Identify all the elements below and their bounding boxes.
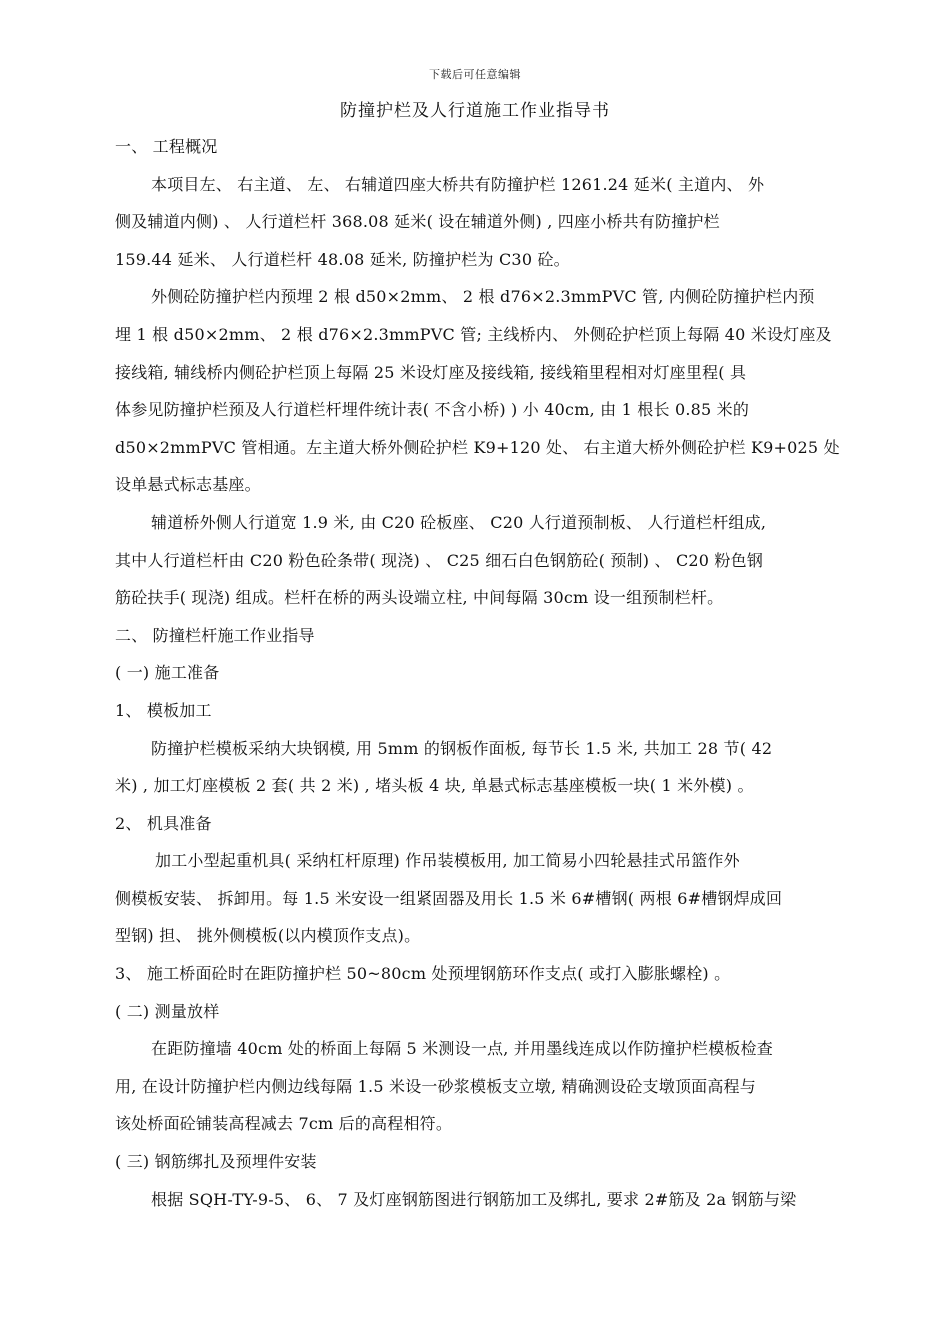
- paragraph-line: d50×2mmPVC 管相通。左主道大桥外侧砼护栏 K9+120 处、 右主道大桥外侧砼护栏 K9+025 处: [115, 437, 840, 457]
- paragraph-line: 设单悬式标志基座。: [115, 475, 261, 495]
- paragraph-line: 防撞护栏模板采纳大块钢模, 用 5mm 的钢板作面板, 每节长 1.5 米, 共加工 28 节( 42: [151, 738, 773, 758]
- header-note: 下载后可任意编辑: [429, 68, 521, 81]
- document-title: 防撞护栏及人行道施工作业指导书: [340, 101, 610, 121]
- section-heading: 二、 防撞栏杆施工作业指导: [115, 625, 315, 645]
- subsection-heading: ( 三) 钢筋绑扎及预埋件安装: [115, 1152, 317, 1172]
- item-heading: 3、 施工桥面砼时在距防撞护栏 50~80cm 处预埋钢筋环作支点( 或打入膨胀螺栓) 。: [115, 964, 731, 984]
- paragraph-line: 该处桥面砼铺装高程减去 7cm 后的高程相符。: [115, 1114, 453, 1134]
- paragraph-line: 159.44 延米、 人行道栏杆 48.08 延米, 防撞护栏为 C30 砼。: [115, 249, 570, 269]
- section-heading: 一、 工程概况: [115, 137, 218, 156]
- paragraph-line: 接线箱, 辅线桥内侧砼护栏顶上每隔 25 米设灯座及接线箱, 接线箱里程相对灯座里程( 具: [115, 362, 747, 382]
- paragraph-line: 在距防撞墙 40cm 处的桥面上每隔 5 米测设一点, 并用墨线连成以作防撞护栏模板检查: [151, 1039, 773, 1059]
- paragraph-line: 辅道桥外侧人行道宽 1.9 米, 由 C20 砼板座、 C20 人行道预制板、 人行道栏杆组成,: [151, 512, 767, 532]
- paragraph-line: 其中人行道栏杆由 C20 粉色砼条带( 现浇) 、 C25 细石白色钢筋砼( 预制) 、 C20 粉色钢: [115, 550, 764, 570]
- paragraph-line: 本项目左、 右主道、 左、 右辅道四座大桥共有防撞护栏 1261.24 延米( 主道内、 外: [151, 174, 765, 194]
- paragraph-line: 埋 1 根 d50×2mm、 2 根 d76×2.3mmPVC 管; 主线桥内、 外侧砼护栏顶上每隔 40 米设灯座及: [115, 324, 832, 344]
- paragraph-line: 体参见防撞护栏预及人行道栏杆埋件统计表( 不含小桥) ) 小 40cm, 由 1 根长 0.85 米的: [115, 400, 750, 420]
- paragraph-line: 米) , 加工灯座模板 2 套( 共 2 米) , 堵头板 4 块, 单悬式标志基座模板一块( 1 米外模) 。: [115, 776, 754, 796]
- paragraph-line: 筋砼扶手( 现浇) 组成。栏杆在桥的两头设端立柱, 中间每隔 30cm 设一组预制栏杆。: [115, 588, 724, 608]
- paragraph-line: 用, 在设计防撞护栏内侧边线每隔 1.5 米设一砂浆模板支立墩, 精确测设砼支墩顶面高程与: [115, 1076, 756, 1096]
- document-body: [115, 128, 885, 1218]
- paragraph-line: 侧模板安装、 拆卸用。每 1.5 米安设一组紧固器及用长 1.5 米 6#槽钢( 两根 6#槽钢焊成回: [115, 888, 783, 908]
- paragraph-line: 外侧砼防撞护栏内预埋 2 根 d50×2mm、 2 根 d76×2.3mmPVC 管, 内侧砼防撞护栏内预: [151, 287, 815, 307]
- subsection-heading: ( 一) 施工准备: [115, 663, 220, 683]
- item-heading: 2、 机具准备: [115, 813, 212, 833]
- item-heading: 1、 模板加工: [115, 700, 212, 720]
- paragraph-line: 型钢) 担、 挑外侧模板(以内模顶作支点)。: [115, 926, 421, 946]
- paragraph-line: 加工小型起重机具( 采纳杠杆原理) 作吊装模板用, 加工简易小四轮悬挂式吊篮作外: [155, 851, 740, 871]
- paragraph-line: 根据 SQH-TY-9-5、 6、 7 及灯座钢筋图进行钢筋加工及绑扎, 要求 2#筋及 2a 钢筋与梁: [151, 1189, 797, 1209]
- paragraph-line: 侧及辅道内侧) 、 人行道栏杆 368.08 延米( 设在辅道外侧) , 四座小桥共有防撞护栏: [115, 212, 720, 232]
- subsection-heading: ( 二) 测量放样: [115, 1001, 220, 1021]
